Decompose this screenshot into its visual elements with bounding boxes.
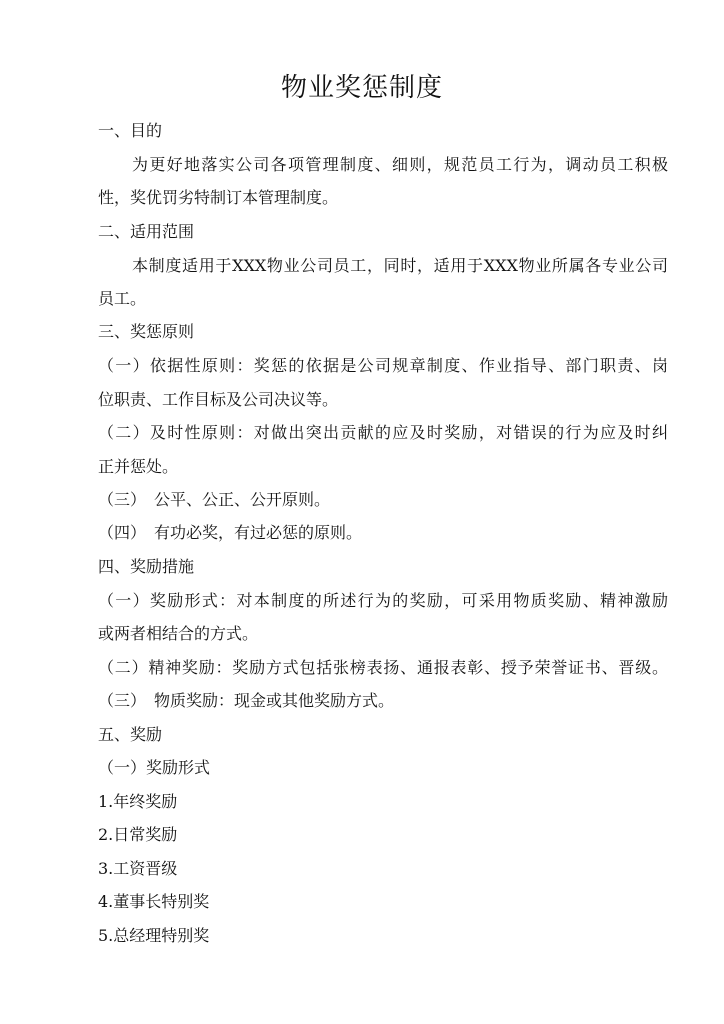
paragraph-line: 员工。	[98, 289, 147, 308]
section-heading-principles: 三、奖惩原则	[98, 322, 195, 341]
list-item-line: 或两者相结合的方式。	[98, 624, 259, 643]
list-item-line: （二）及时性原则：对做出突出贡献的应及时奖励，对错误的行为应及时纠	[98, 423, 668, 442]
list-item-line: （四） 有功必奖，有过必惩的原则。	[98, 523, 363, 542]
list-item-line: 位职责、工作目标及公司决议等。	[98, 390, 339, 409]
paragraph-line: 本制度适用于XXX物业公司员工，同时，适用于XXX物业所属各专业公司	[132, 256, 668, 275]
section-heading-incentives: 四、奖励措施	[98, 557, 195, 576]
list-item-line: （一）奖励形式：对本制度的所述行为的奖励，可采用物质奖励、精神激励	[98, 591, 668, 610]
list-item-line: （三） 公平、公正、公开原则。	[98, 490, 331, 509]
list-item-line: （一）依据性原则：奖惩的依据是公司规章制度、作业指导、部门职责、岗	[98, 356, 668, 375]
section-heading-purpose: 一、目的	[98, 121, 163, 140]
list-item: 2.日常奖励	[98, 825, 178, 844]
subsection-heading: （一）奖励形式	[98, 758, 211, 777]
section-heading-rewards: 五、奖励	[98, 725, 163, 744]
list-item: 3.工资晋级	[98, 859, 178, 878]
list-item: 4.董事长特别奖	[98, 892, 210, 911]
paragraph-line: 为更好地落实公司各项管理制度、细则，规范员工行为，调动员工积极	[132, 155, 668, 174]
list-item-line: 正并惩处。	[98, 457, 179, 476]
list-item: 5.总经理特别奖	[98, 926, 210, 945]
list-item: 1.年终奖励	[98, 792, 178, 811]
section-heading-scope: 二、适用范围	[98, 222, 195, 241]
document-title: 物业奖惩制度	[280, 73, 443, 103]
list-item-line: （三） 物质奖励：现金或其他奖励方式。	[98, 691, 395, 710]
list-item-line: （二）精神奖励：奖励方式包括张榜表扬、通报表彰、授予荣誉证书、晋级。	[98, 658, 668, 677]
paragraph-line: 性，奖优罚劣特制订本管理制度。	[98, 188, 339, 207]
